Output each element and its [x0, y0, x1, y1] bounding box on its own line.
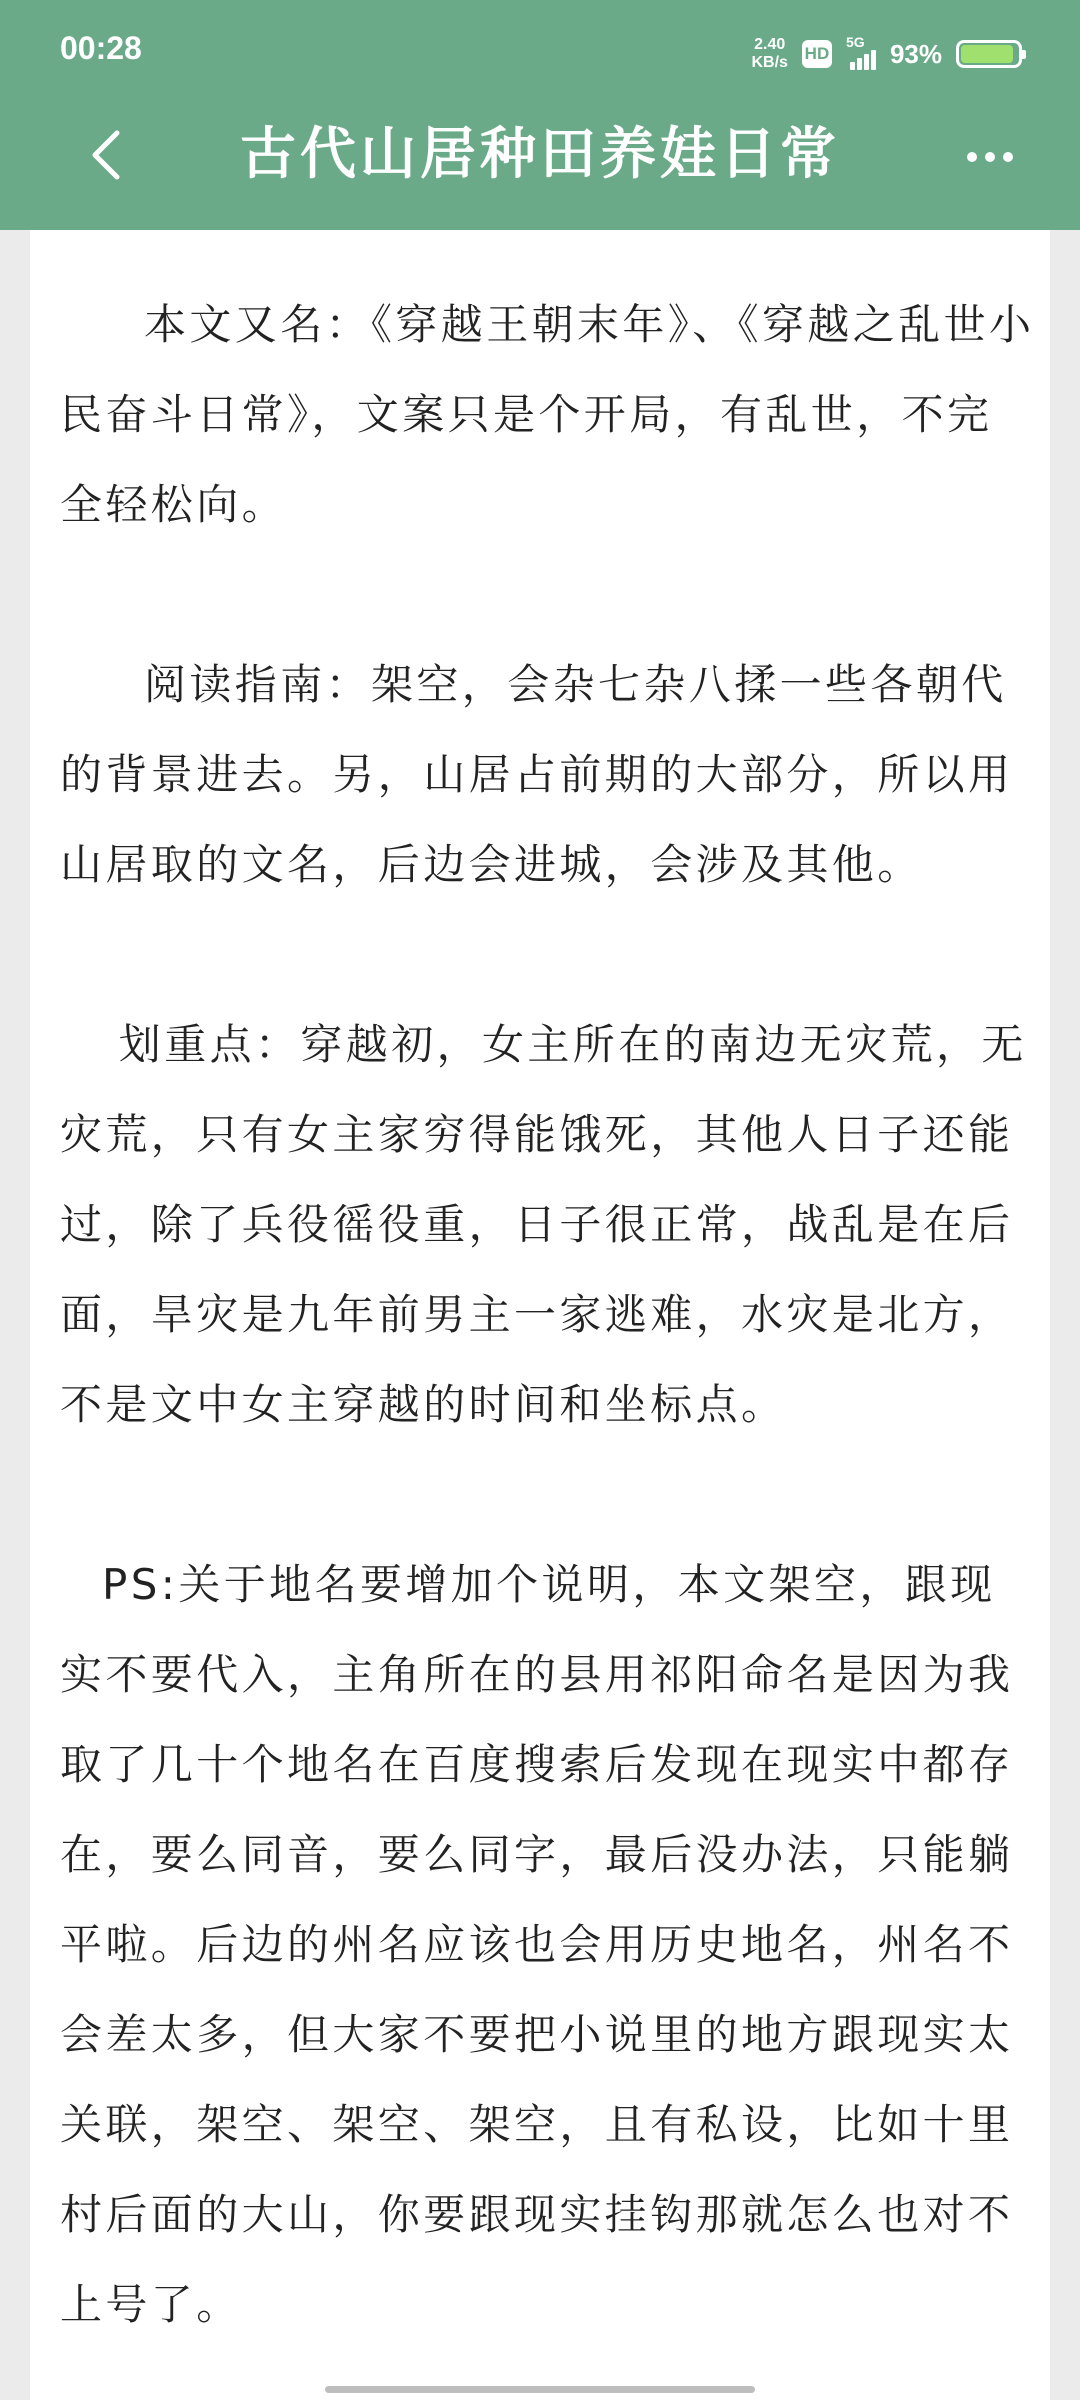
- status-time: 00:28: [60, 30, 142, 66]
- battery-percent: 93%: [889, 38, 942, 69]
- reader-page[interactable]: [30, 230, 1050, 2400]
- signal-icon: [845, 34, 876, 70]
- more-dot: [1003, 152, 1013, 162]
- top-app-bar: [0, 0, 1080, 230]
- paragraph-key-points: 划重点：穿越初，女主所在的南边无灾荒，无灾荒，只有女主家穷得能饿死，其他人日子还能过，除了兵役徭役重，日子很正常，战乱是在后面，旱灾是九年前男主一家逃难，水灾是北方，不是文中女主穿越的时间和坐标点。: [60, 1020, 1027, 1429]
- network-speed-value: 2.40: [754, 36, 786, 53]
- network-type-label: 5G: [845, 34, 865, 50]
- network-speed-unit: KB/s: [751, 54, 788, 71]
- network-speed: [752, 36, 788, 72]
- more-options-button[interactable]: [950, 122, 1030, 192]
- battery-icon: [956, 40, 1022, 68]
- paragraph-reading-guide: 阅读指南：架空，会杂七杂八揉一些各朝代的背景进去。另，山居占前期的大部分，所以用山居取的文名，后边会进城，会涉及其他。: [60, 660, 1014, 889]
- more-horizontal-icon: [967, 152, 977, 162]
- hd-icon: HD: [802, 40, 832, 68]
- status-icons: [752, 32, 1023, 76]
- paragraph-alias: 本文又名：《穿越王朝末年》、《穿越之乱世小民奋斗日常》，文案只是个开局，有乱世，不完全轻松向。: [60, 300, 1035, 529]
- paragraph-ps-note: PS:关于地名要增加个说明，本文架空，跟现实不要代入，主角所在的县用祁阳命名是因为我取了几十个地名在百度搜索后发现在现实中都存在，要么同音，要么同字，最后没办法，只能躺平啦。后边的州名应该也会用历史地名，州名不会差太多，但大家不要把小说里的地方跟现实太关联，架空、架空、架空，且有私设，比如十里村后面的大山，你要跟现实挂钩那就怎么也对不上号了。: [60, 1560, 1014, 2329]
- page-title: 古代山居种田养娃日常: [240, 122, 840, 187]
- more-dot: [985, 152, 995, 162]
- chapter-content: [60, 280, 1035, 2400]
- home-indicator[interactable]: [325, 2386, 755, 2393]
- battery-level: [961, 45, 1013, 63]
